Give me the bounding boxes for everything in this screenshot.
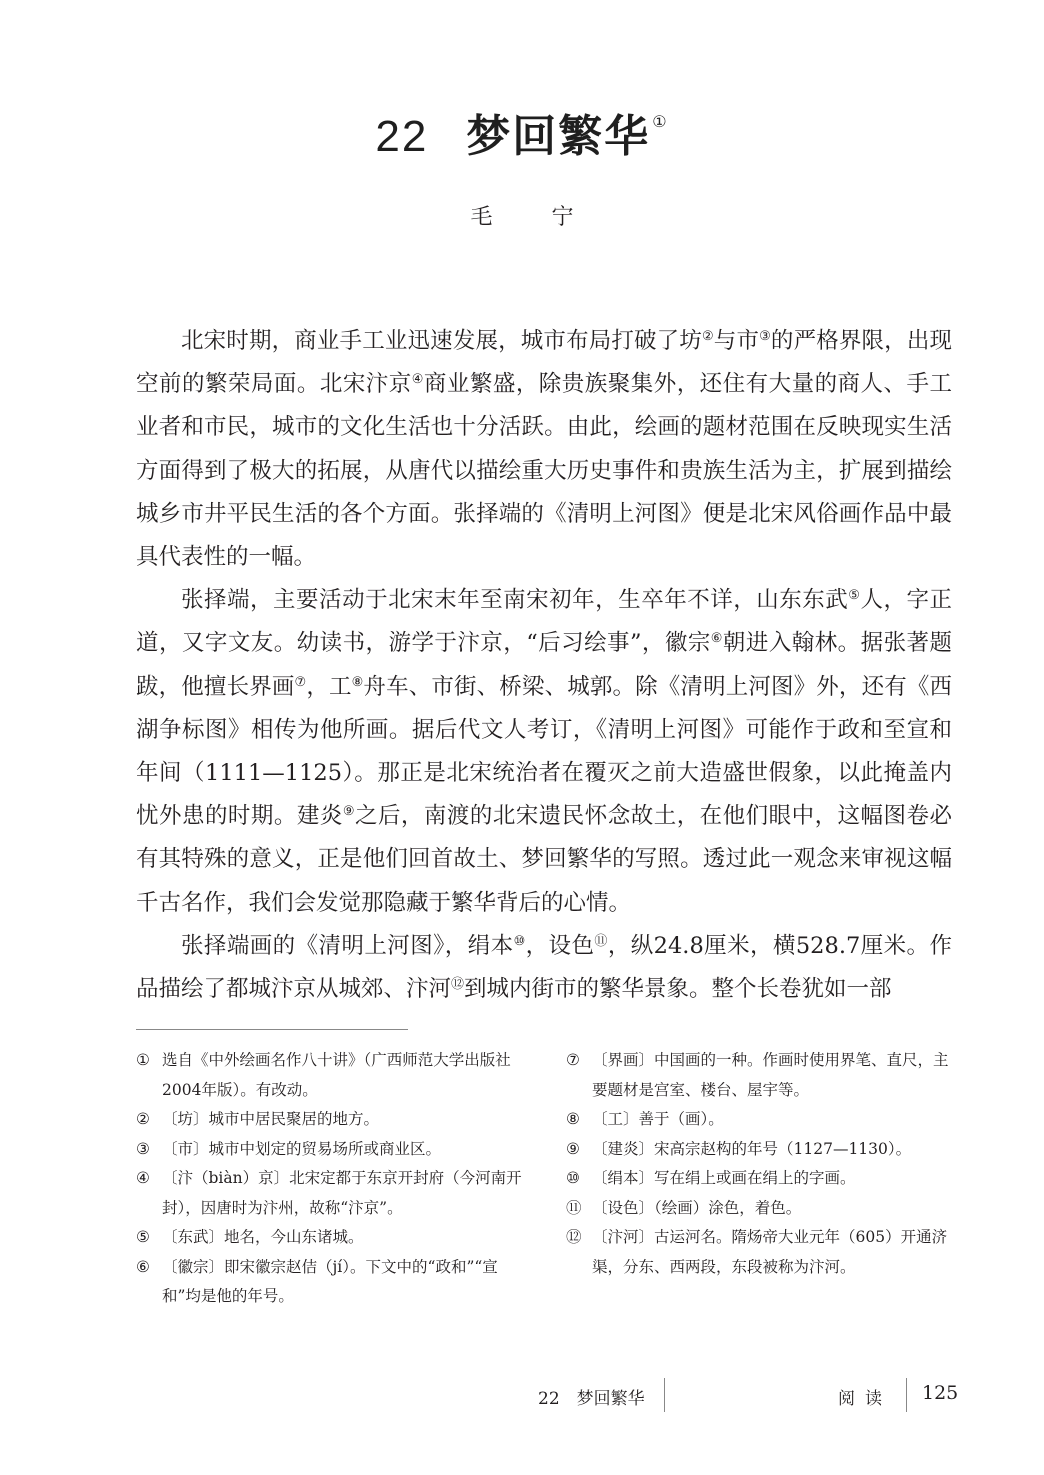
footnote-number: ① [136,1051,150,1069]
page-title [0,100,1044,164]
footnote-number: ⑨ [566,1139,580,1158]
footnote-item [566,1046,952,1105]
footnote-item [136,1253,528,1312]
footnote-number: ③ [136,1139,150,1158]
footnote-marker: ④ [411,372,424,388]
paragraph [136,579,952,925]
footnote-marker: ③ [759,329,771,344]
footnote-marker: ⑩ [513,933,526,949]
footnote-text: 〔建炎〕宋高宗赵构的年号（1127—1130）。 [592,1139,912,1158]
paragraph-text: 与市 [713,328,760,354]
paragraph-text: 到城内街市的繁华景象。整个长卷犹如一部 [464,976,892,1003]
paragraph-text: ，工 [306,673,352,700]
footnote-text: 〔东武〕地名，今山东诸城。 [162,1228,364,1246]
footnote-marker: ⑪ [594,933,608,949]
paragraph-text: 张择端画的《清明上河图》，绢本 [181,932,514,959]
footer-divider [664,1378,665,1412]
paragraph-text: ，纵24.8厘米，横528.7厘米。作品描绘了都城汴京从城郊、汴河 [136,932,952,1003]
footnote-number: ② [136,1110,150,1128]
title-footnote-marker: ① [652,112,669,131]
footnote-marker: ⑨ [342,804,355,820]
footnote-item [136,1135,528,1165]
footnote-divider [136,1029,408,1030]
footnote-item [566,1135,952,1165]
footnote-marker: ⑦ [294,674,307,690]
footnote-number: ⑥ [136,1257,150,1276]
footnote-number: ⑩ [566,1169,580,1187]
footnote-number: ④ [136,1169,150,1187]
footnote-text: 〔绢本〕写在绢上或画在绢上的字画。 [592,1169,856,1187]
footnote-item [136,1046,528,1105]
paragraph-text: 朝进入翰林。据张著题跋，他擅长界画 [136,630,952,700]
chapter-number: 22 [375,112,429,161]
footnote-marker: ⑫ [451,977,465,993]
footnote-item [136,1164,528,1223]
footnote-text: 〔界画〕中国画的一种。作画时使用界笔、直尺，主要题材是宫室、楼台、屋宇等。 [592,1051,949,1099]
footnote-item [566,1223,952,1282]
footnote-text: 〔汴河〕古运河名。隋炀帝大业元年（605）开通济渠，分东、西两段，东段被称为汴河。 [592,1228,948,1276]
paragraph-text: 舟车、市街、桥梁、城郭。除《清明上河图》外，还有《西湖争标图》相传为他所画。据后代文人考订，《清明上河图》可能作于政和至宣和年间（1111—1125）。那正是北宋统治者在覆灭之前大造盛世假象，以此掩盖内忧外患的时期。建炎 [136,673,952,830]
footnote-item [566,1105,952,1135]
paragraph [136,320,952,579]
footnote-item [136,1223,528,1253]
footnote-text: 〔坊〕城市中居民聚居的地方。 [162,1110,380,1128]
footnote-number: ⑪ [566,1198,582,1217]
footnote-marker: ⑤ [848,588,861,604]
footnote-item [566,1164,952,1194]
footnote-text: 选自《中外绘画名作八十讲》（广西师范大学出版社2004年版）。有改动。 [162,1051,511,1099]
footnote-number: ⑫ [566,1228,582,1246]
footnote-item [566,1194,952,1224]
title-text: 梦回繁华 [466,111,651,162]
paragraph-text: ，设色 [525,932,595,959]
footnote-text: 〔工〕善于（画）。 [592,1110,724,1128]
paragraph [136,925,952,1011]
paragraph-text: 北宋时期，商业手工业迅速发展，城市布局打破了坊 [181,328,702,354]
footer-section: 阅读 [838,1389,892,1409]
footnote-marker: ⑧ [351,674,364,690]
footnote-text: 〔设色〕（绘画）涂色，着色。 [592,1198,802,1217]
footnote-number: ⑦ [566,1051,580,1069]
paragraph-text: 之后，南渡的北宋遗民怀念故土，在他们眼中，这幅图卷必有其特殊的意义，正是他们回首故土、梦回繁华的写照。透过此一观念来审视这幅千古名作，我们会发觉那隐藏于繁华背后的心情。 [136,803,952,916]
footnote-marker: ⑥ [710,631,723,647]
page-number: 125 [922,1382,959,1404]
paragraph-text: 的严格界限，出现空前的繁荣局面。北宋汴京 [136,328,952,398]
footnote-number: ⑤ [136,1228,150,1246]
footnotes-left-column [136,1046,528,1312]
footnote-text: 〔徽宗〕即宋徽宗赵佶（jí）。下文中的“政和”“宣和”均是他的年号。 [162,1257,498,1305]
author: 毛 宁 [470,205,600,230]
footnote-number: ⑧ [566,1110,580,1128]
page-footer [0,1384,1044,1414]
footer-chapter: 22 梦回繁华 [538,1389,645,1409]
paragraph-text: 张择端，主要活动于北宋末年至南宋初年，生卒年不详，山东东武 [181,587,849,614]
paragraph-text: 商业繁盛，除贵族聚集外，还住有大量的商人、手工业者和市民，城市的文化生活也十分活跃。由此，绘画的题材范围在反映现实生活方面得到了极大的拓展，从唐代以描绘重大历史事件和贵族生活为主，扩展到描绘城乡市井平民生活的各个方面。张择端的《清明上河图》便是北宋风俗画作品中最具代表性的一幅。 [136,371,952,571]
footnote-item [136,1105,528,1135]
footer-divider [906,1378,907,1412]
footnote-text: 〔汴（biàn）京〕北宋定都于东京开封府（今河南开封），因唐时为汴州，故称“汴京”。 [162,1169,522,1217]
footnote-text: 〔市〕城市中划定的贸易场所或商业区。 [162,1139,442,1158]
footnote-marker: ② [701,329,714,344]
footnotes-right-column [566,1046,952,1282]
paragraph-text: 人，字正道，又字文友。幼读书，游学于汴京，“后习绘事”，徽宗 [136,587,952,657]
article-body [136,320,952,1011]
